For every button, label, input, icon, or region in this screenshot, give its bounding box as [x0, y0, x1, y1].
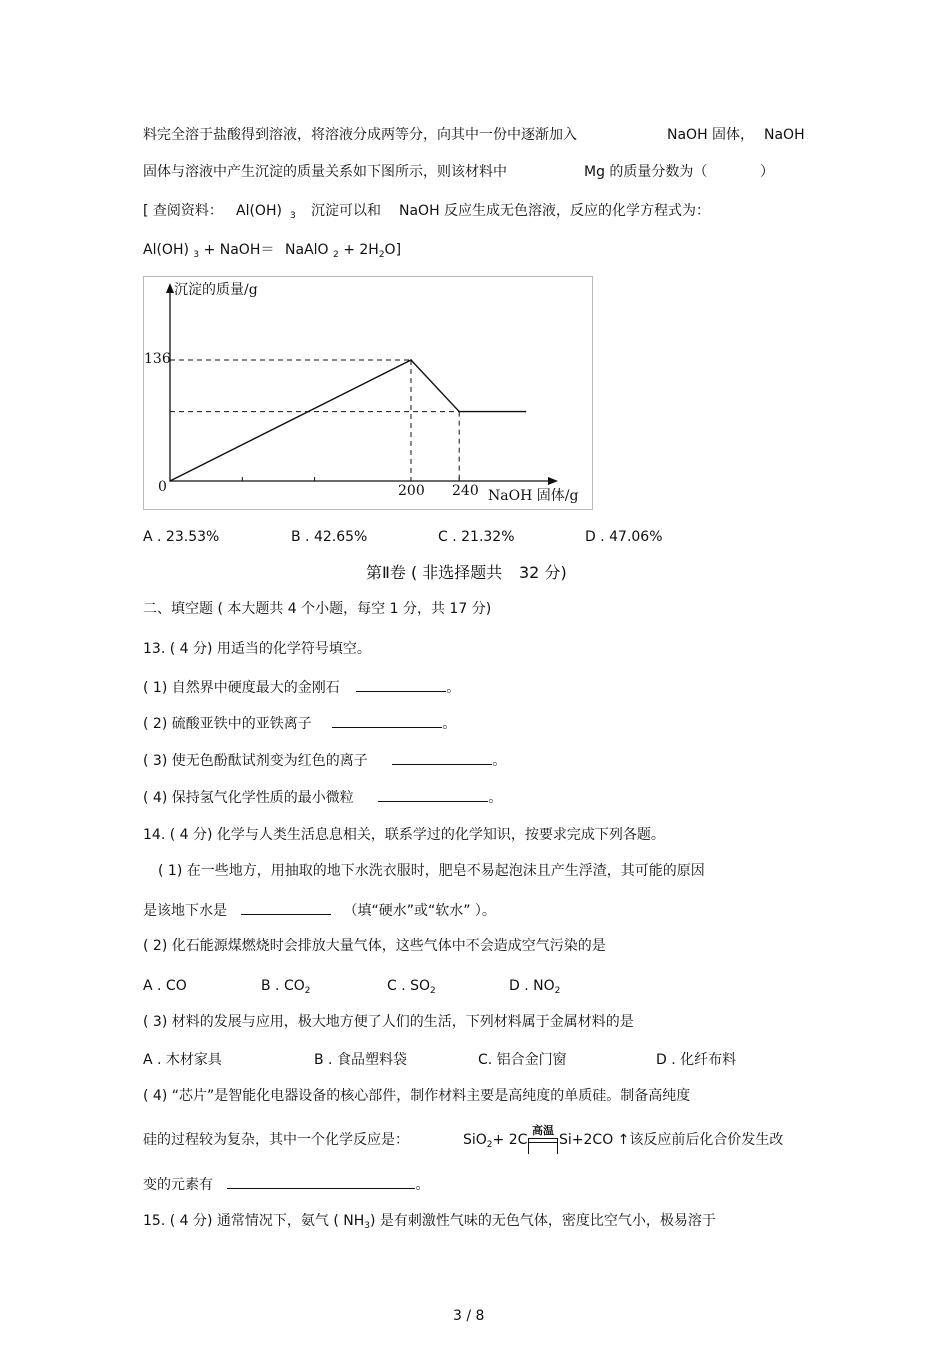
x-tick-label-200: 200 [398, 483, 425, 499]
subscript: 3 [289, 211, 296, 221]
text: 。 [492, 753, 507, 769]
subscript: 2 [333, 250, 339, 260]
equation-line [143, 241, 274, 261]
subscript: 3 [193, 250, 200, 260]
q13-item-2 [143, 713, 456, 733]
section-heading: 二、填空题 ( 本大题共 4 个小题，每空 1 分，共 17 分) [143, 601, 492, 617]
subscript: 2 [378, 250, 385, 260]
text: 第Ⅱ卷 ( 非选择题共 [366, 563, 503, 582]
data-point [169, 480, 171, 482]
text: 料完全溶于盐酸得到溶液，将溶液分成两等分，向其中一份中逐渐加入 [143, 127, 577, 143]
q14-item-3-option-a: A . 木材家具 [143, 1052, 222, 1068]
para-line-2b [584, 163, 707, 181]
text: ( 2) 硫酸亚铁中的亚铁离子 [143, 716, 312, 732]
subscript: 2 [430, 986, 436, 996]
answer-blank[interactable] [227, 1174, 415, 1189]
text: Al(OH) [143, 242, 189, 258]
bracket-right [557, 1138, 558, 1154]
text: 变的元素有 [143, 1177, 213, 1193]
text: O] [384, 242, 402, 258]
x-axis-arrow [548, 477, 558, 485]
para-line-1c [764, 126, 805, 144]
q14-item-2: ( 2) 化石能源煤燃烧时会排放大量气体，这些气体中不会造成空气污染的是 [143, 938, 606, 954]
para-line-3 [143, 202, 223, 220]
text: D . NO [509, 978, 555, 994]
q13-item-3 [143, 750, 506, 770]
text: NaOH 固体， [667, 127, 755, 143]
high-temperature-condition [528, 1124, 558, 1154]
text: ( 3) 使无色酚酞试剂变为红色的离子 [143, 753, 368, 769]
para-line-3b [236, 202, 296, 222]
data-point [410, 359, 412, 361]
text: Al(OH) [236, 203, 282, 219]
q14-item-3-option-d: D . 化纤布料 [656, 1052, 737, 1068]
y-axis-label: 沉淀的质量/g [174, 282, 258, 298]
text: 固体与溶液中产生沉淀的质量关系如下图所示，则该材料中 [143, 164, 507, 180]
subscript: 3 [364, 1221, 370, 1231]
text: + 2H [343, 242, 379, 258]
q14-stem: 14. ( 4 分) 化学与人类生活息息相关，联系学过的化学知识，按要求完成下列各题。 [143, 827, 665, 843]
q14-item-3-option-b: B . 食品塑料袋 [314, 1052, 407, 1068]
subscript: 2 [486, 1140, 493, 1150]
answer-blank[interactable] [378, 787, 488, 802]
text: 沉淀可以和 [311, 203, 381, 219]
text: NaOH 反应生成无色溶液，反应的化学方程式为： [399, 203, 711, 219]
text: ( 1) 自然界中硬度最大的金刚石 [143, 680, 340, 696]
equation-line-b [285, 241, 401, 261]
text: 32 分) [519, 563, 567, 582]
q14-item-4c [143, 1174, 429, 1194]
text: NaAlO [285, 242, 329, 258]
subscript: 2 [304, 986, 311, 996]
q14-item-3-option-c: C. 铝合金门窗 [478, 1052, 567, 1068]
text: C . SO [387, 978, 431, 994]
page-number: 3 / 8 [453, 1308, 485, 1324]
q14-item-2-option-c [387, 977, 436, 997]
q14-item-1: ( 1) 在一些地方，用抽取的地下水洗衣服时，肥皂不易起泡沫且产生浮渣，其可能的原因 [158, 863, 705, 879]
para-line-3d [399, 202, 710, 220]
y-axis-arrow [166, 283, 174, 293]
para-line-2c [760, 163, 774, 181]
text: [ 查阅资料： [143, 203, 223, 219]
text: 。 [446, 680, 461, 696]
subscript: 2 [554, 986, 561, 996]
text: 15. ( 4 分) 通常情况下，氨气 ( NH [143, 1213, 365, 1229]
reaction-equation [463, 1131, 527, 1151]
q14-item-2-option-d [509, 977, 560, 997]
q14-item-4b: 硅的过程较为复杂，其中一个化学反应是： [143, 1132, 409, 1148]
text: 。 [488, 790, 503, 806]
reaction-equation-b: Si+2CO ↑该反应前后化合价发生改 [559, 1132, 784, 1148]
text: + 2C [492, 1132, 528, 1148]
para-line-3c [311, 202, 381, 220]
text: ) 是有刺激性气味的无色气体，密度比空气小，极易溶于 [370, 1213, 716, 1229]
para-line-1b [667, 126, 754, 144]
q14-item-4: ( 4) “芯片”是智能化电器设备的核心部件，制作材料主要是高纯度的单质硅。制备高纯度 [143, 1088, 691, 1104]
y-tick-label-136: 136 [144, 351, 171, 367]
text: SiO [463, 1132, 487, 1148]
answer-blank[interactable] [392, 750, 492, 765]
precipitate-series-line [170, 360, 525, 481]
text: 是该地下水是 [143, 903, 227, 919]
option-c: C . 21.32% [438, 529, 515, 545]
option-b: B . 42.65% [291, 529, 368, 545]
equals-bar [528, 1142, 558, 1143]
x-tick-label-240: 240 [452, 483, 479, 499]
para-line-1 [143, 126, 577, 144]
text: 。 [442, 716, 457, 732]
q14-item-3: ( 3) 材料的发展与应用，极大地方便了人们的生活，下列材料属于金属材料的是 [143, 1014, 634, 1030]
condition-text: 高温 [532, 1124, 554, 1137]
q13-item-4 [143, 787, 502, 807]
answer-blank[interactable] [356, 677, 446, 692]
text: Mg 的质量分数为（ [584, 164, 708, 180]
text: ） [760, 164, 774, 180]
part-title [366, 564, 502, 582]
q13-item-1 [143, 677, 460, 697]
data-point [525, 411, 527, 413]
data-point [458, 411, 460, 413]
text: B . CO [261, 978, 305, 994]
answer-blank[interactable] [332, 713, 442, 728]
q14-item-1b [143, 900, 496, 920]
origin-label: 0 [158, 479, 167, 495]
q14-item-2-option-a: A . CO [143, 978, 187, 994]
x-axis-label: NaOH 固体/g [488, 488, 579, 504]
precipitate-chart [143, 276, 593, 510]
text: （填“硬水”或“软水” ）。 [343, 903, 496, 919]
part-title-b [519, 564, 567, 582]
q14-item-2-option-b [261, 977, 310, 997]
option-a: A . 23.53% [143, 529, 220, 545]
option-d: D . 47.06% [585, 529, 663, 545]
text: NaOH [764, 127, 805, 143]
text: ( 4) 保持氢气化学性质的最小微粒 [143, 790, 354, 806]
text: + NaOH＝ [203, 242, 275, 258]
q15-stem [143, 1212, 716, 1232]
q13-stem: 13. ( 4 分) 用适当的化学符号填空。 [143, 641, 371, 657]
answer-blank[interactable] [241, 900, 331, 915]
para-line-2 [143, 163, 507, 181]
text: 。 [415, 1177, 430, 1193]
chart-svg [144, 277, 592, 509]
bracket-left [528, 1138, 529, 1154]
equals-bar [528, 1138, 558, 1139]
